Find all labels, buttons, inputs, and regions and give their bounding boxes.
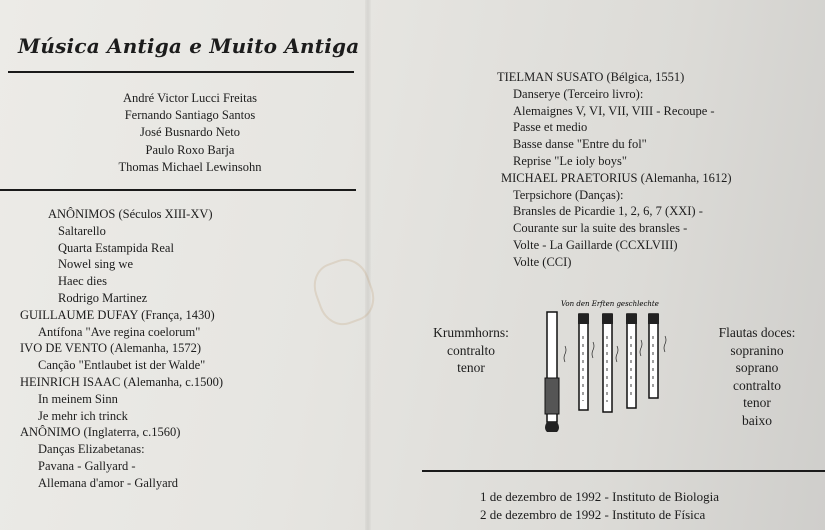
piece-title: Pavana - Gallyard -	[38, 458, 136, 473]
piece-title: Antífona "Ave regina coelorum"	[38, 324, 201, 339]
performance-date: 1 de dezembro de 1992 - Instituto de Biologia	[480, 489, 720, 504]
dates-rule	[422, 470, 825, 472]
piece-title: Bransles de Picardie 1, 2, 6, 7 (XXI) -	[513, 204, 703, 219]
performer-name: Fernando Santiago Santos	[124, 108, 256, 123]
page-fold	[365, 0, 371, 530]
piece-title: Nowel sing we	[58, 257, 133, 272]
piece-title: In meinem Sinn	[38, 391, 118, 406]
recorder-icon	[626, 314, 637, 408]
piece-title: Allemana d'amor - Gallyard	[38, 475, 179, 490]
flautas-voice: soprano	[735, 360, 779, 375]
program-right-column	[497, 69, 732, 271]
piece-title: Courante sur la suite des bransles -	[513, 221, 688, 236]
composer-heading: IVO DE VENTO (Alemanha, 1572)	[20, 341, 202, 356]
piece-title: Haec dies	[58, 274, 107, 289]
piece-title: Alemaignes V, VI, VII, VIII - Recoupe -	[513, 103, 715, 118]
piece-title: Volte (CCI)	[513, 254, 572, 269]
piece-title: Saltarello	[58, 223, 106, 238]
piece-title: Danças Elizabetanas:	[38, 442, 145, 457]
flautas-label	[702, 324, 812, 429]
composer-heading: HEINRICH ISAAC (Alemanha, c.1500)	[20, 374, 224, 389]
performance-date: 2 de dezembro de 1992 - Instituto de Física	[480, 507, 706, 522]
composer-heading: GUILLAUME DUFAY (França, 1430)	[20, 307, 215, 322]
piece-title: Canção "Entlaubet ist der Walde"	[38, 358, 206, 373]
program-left-column	[20, 206, 223, 492]
flautas-voice: baixo	[742, 412, 772, 428]
instruments-illustration	[537, 296, 697, 434]
piece-title: Basse danse "Entre du fol"	[513, 137, 647, 152]
performer-name: Thomas Michael Lewinsohn	[118, 159, 262, 174]
flautas-voice: contralto	[733, 377, 781, 393]
program-title: Música Antiga e Muito Antiga	[18, 34, 360, 58]
title-rule	[8, 71, 354, 73]
composer-heading: ANÔNIMO (Inglaterra, c.1560)	[20, 425, 181, 440]
piece-title: Je mehr ich trinck	[38, 408, 128, 423]
composer-heading: ANÔNIMOS (Séculos XIII-XV)	[48, 207, 213, 221]
performer-name: José Busnardo Neto	[140, 125, 240, 140]
krummhorns-voice: tenor	[457, 360, 485, 375]
piece-title: Rodrigo Martinez	[58, 290, 148, 305]
krummhorns-voice: contralto	[447, 342, 495, 358]
piece-title: Volte - La Gaillarde (CCXLVIII)	[513, 237, 678, 252]
performers-list	[60, 90, 320, 176]
recorder-icon	[578, 314, 589, 410]
performer-name: André Victor Lucci Freitas	[122, 91, 258, 105]
flautas-voice: tenor	[743, 395, 771, 410]
composer-heading: MICHAEL PRAETORIUS (Alemanha, 1612)	[501, 170, 732, 185]
performance-dates	[480, 488, 719, 524]
illustration-caption: Von den Erften geschlechte	[561, 300, 659, 308]
piece-title: Terpsichore (Danças):	[513, 187, 624, 202]
piece-title: Passe et medio	[513, 120, 588, 135]
krummhorns-label	[424, 324, 518, 377]
recorder-icon	[648, 314, 659, 398]
krummhorn-icon	[545, 312, 559, 432]
performer-name: Paulo Roxo Barja	[145, 142, 235, 157]
flautas-heading: Flautas doces:	[718, 325, 796, 340]
piece-title: Quarta Estampida Real	[58, 240, 174, 255]
performers-rule	[0, 189, 356, 191]
krummhorns-heading: Krummhorns:	[433, 325, 509, 340]
piece-title: Danserye (Terceiro livro):	[513, 86, 644, 101]
flautas-voice: sopranino	[730, 342, 784, 358]
composer-heading: TIELMAN SUSATO (Bélgica, 1551)	[497, 70, 685, 84]
recorder-icon	[602, 314, 613, 412]
piece-title: Reprise "Le ioly boys"	[513, 153, 628, 168]
